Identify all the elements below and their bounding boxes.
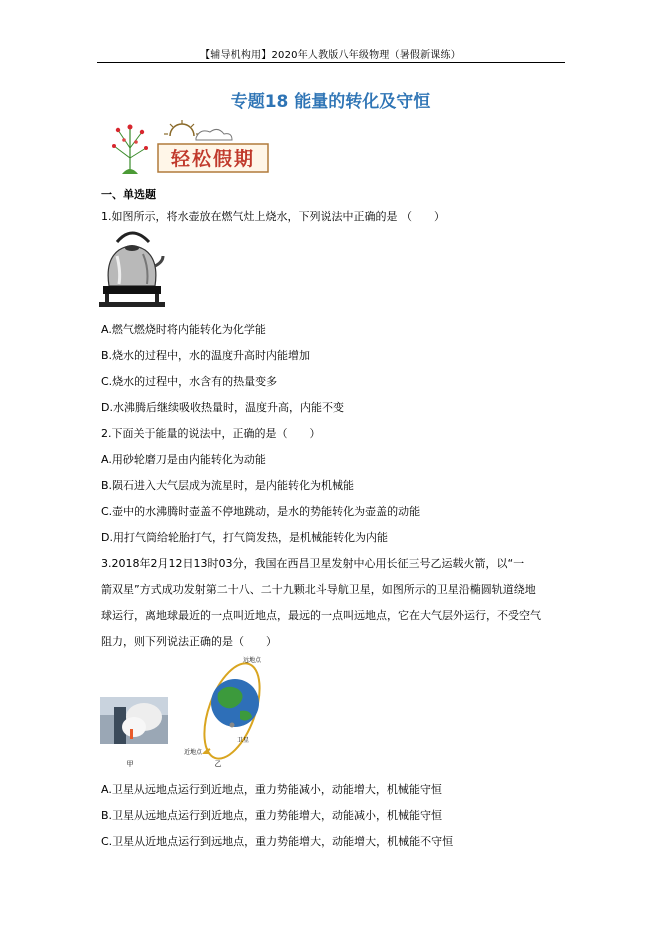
earth-orbit-diagram	[193, 656, 270, 766]
kettle-icon	[108, 233, 163, 286]
rocket-launch-photo	[100, 697, 168, 744]
question-3-option-a: A.卫星从远地点运行到近地点，重力势能减小，动能增大，机械能守恒	[101, 783, 442, 796]
question-3-option-b: B.卫星从远地点运行到近地点，重力势能增大，动能减小，机械能守恒	[101, 809, 443, 822]
satellite-figure	[100, 655, 270, 770]
question-1-option-c: C.烧水的过程中，水含有的热量变多	[101, 375, 278, 388]
question-1-option-d: D.水沸腾后继续吸收热量时，温度升高，内能不变	[101, 401, 344, 414]
question-2-option-a: A.用砂轮磨刀是由内能转化为动能	[101, 453, 266, 466]
holiday-banner	[108, 118, 270, 176]
page-header: 【辅导机构用】2020年人教版八年级物理（暑假新课练）	[200, 50, 461, 61]
question-1-option-b: B.烧水的过程中，水的温度升高时内能增加	[101, 349, 311, 362]
question-1-option-a: A.燃气燃烧时将内能转化为化学能	[101, 323, 266, 336]
question-2-option-b: B.陨石进入大气层成为流星时，是内能转化为机械能	[101, 479, 355, 492]
question-2-option-c: C.壶中的水沸腾时壶盖不停地跳动，是水的势能转化为壶盖的动能	[101, 505, 421, 518]
label-near-point: 近地点	[183, 749, 203, 756]
satellite-icon	[230, 723, 235, 728]
stove-icon	[99, 286, 165, 307]
question-3-stem-line-3: 球运行，离地球最近的一点叫近地点，最远的一点叫远地点，它在大气层外运行，不受空气	[101, 609, 541, 622]
question-2-option-d: D.用打气筒给轮胎打气，打气筒发热，是机械能转化为内能	[101, 531, 388, 544]
sun-cloud-icon	[164, 120, 232, 140]
label-satellite: 卫星	[237, 737, 250, 744]
question-2-stem: 2.下面关于能量的说法中，正确的是（ ）	[101, 427, 321, 440]
caption-jia: 甲	[126, 760, 134, 768]
question-1-stem: 1.如图所示，将水壶放在燃气灶上烧水，下列说法中正确的是 （ ）	[101, 210, 445, 223]
question-3-stem-line-4: 阻力，则下列说法正确的是（ ）	[101, 635, 277, 648]
caption-yi: 乙	[214, 760, 222, 768]
question-3-stem-line-1: 3.2018年2月12日13时03分，我国在西昌卫星发射中心用长征三号乙运载火箭，以“一	[101, 557, 525, 570]
section-heading: 一、单选题	[101, 188, 156, 201]
banner-text: 轻松假期	[170, 148, 256, 170]
label-far-point: 远地点	[242, 657, 262, 664]
question-3-option-c: C.卫星从近地点运行到远地点，重力势能增大，动能增大，机械能不守恒	[101, 835, 454, 848]
header-rule	[97, 62, 565, 63]
question-3-stem-line-2: 箭双星”方式成功发射第二十八、二十九颗北斗导航卫星，如图所示的卫星沿椭圆轨道绕地	[101, 583, 536, 596]
kettle-on-stove-image	[99, 226, 165, 310]
page-title: 专题18 能量的转化及守恒	[230, 92, 431, 112]
flower-plant-icon	[112, 125, 148, 175]
